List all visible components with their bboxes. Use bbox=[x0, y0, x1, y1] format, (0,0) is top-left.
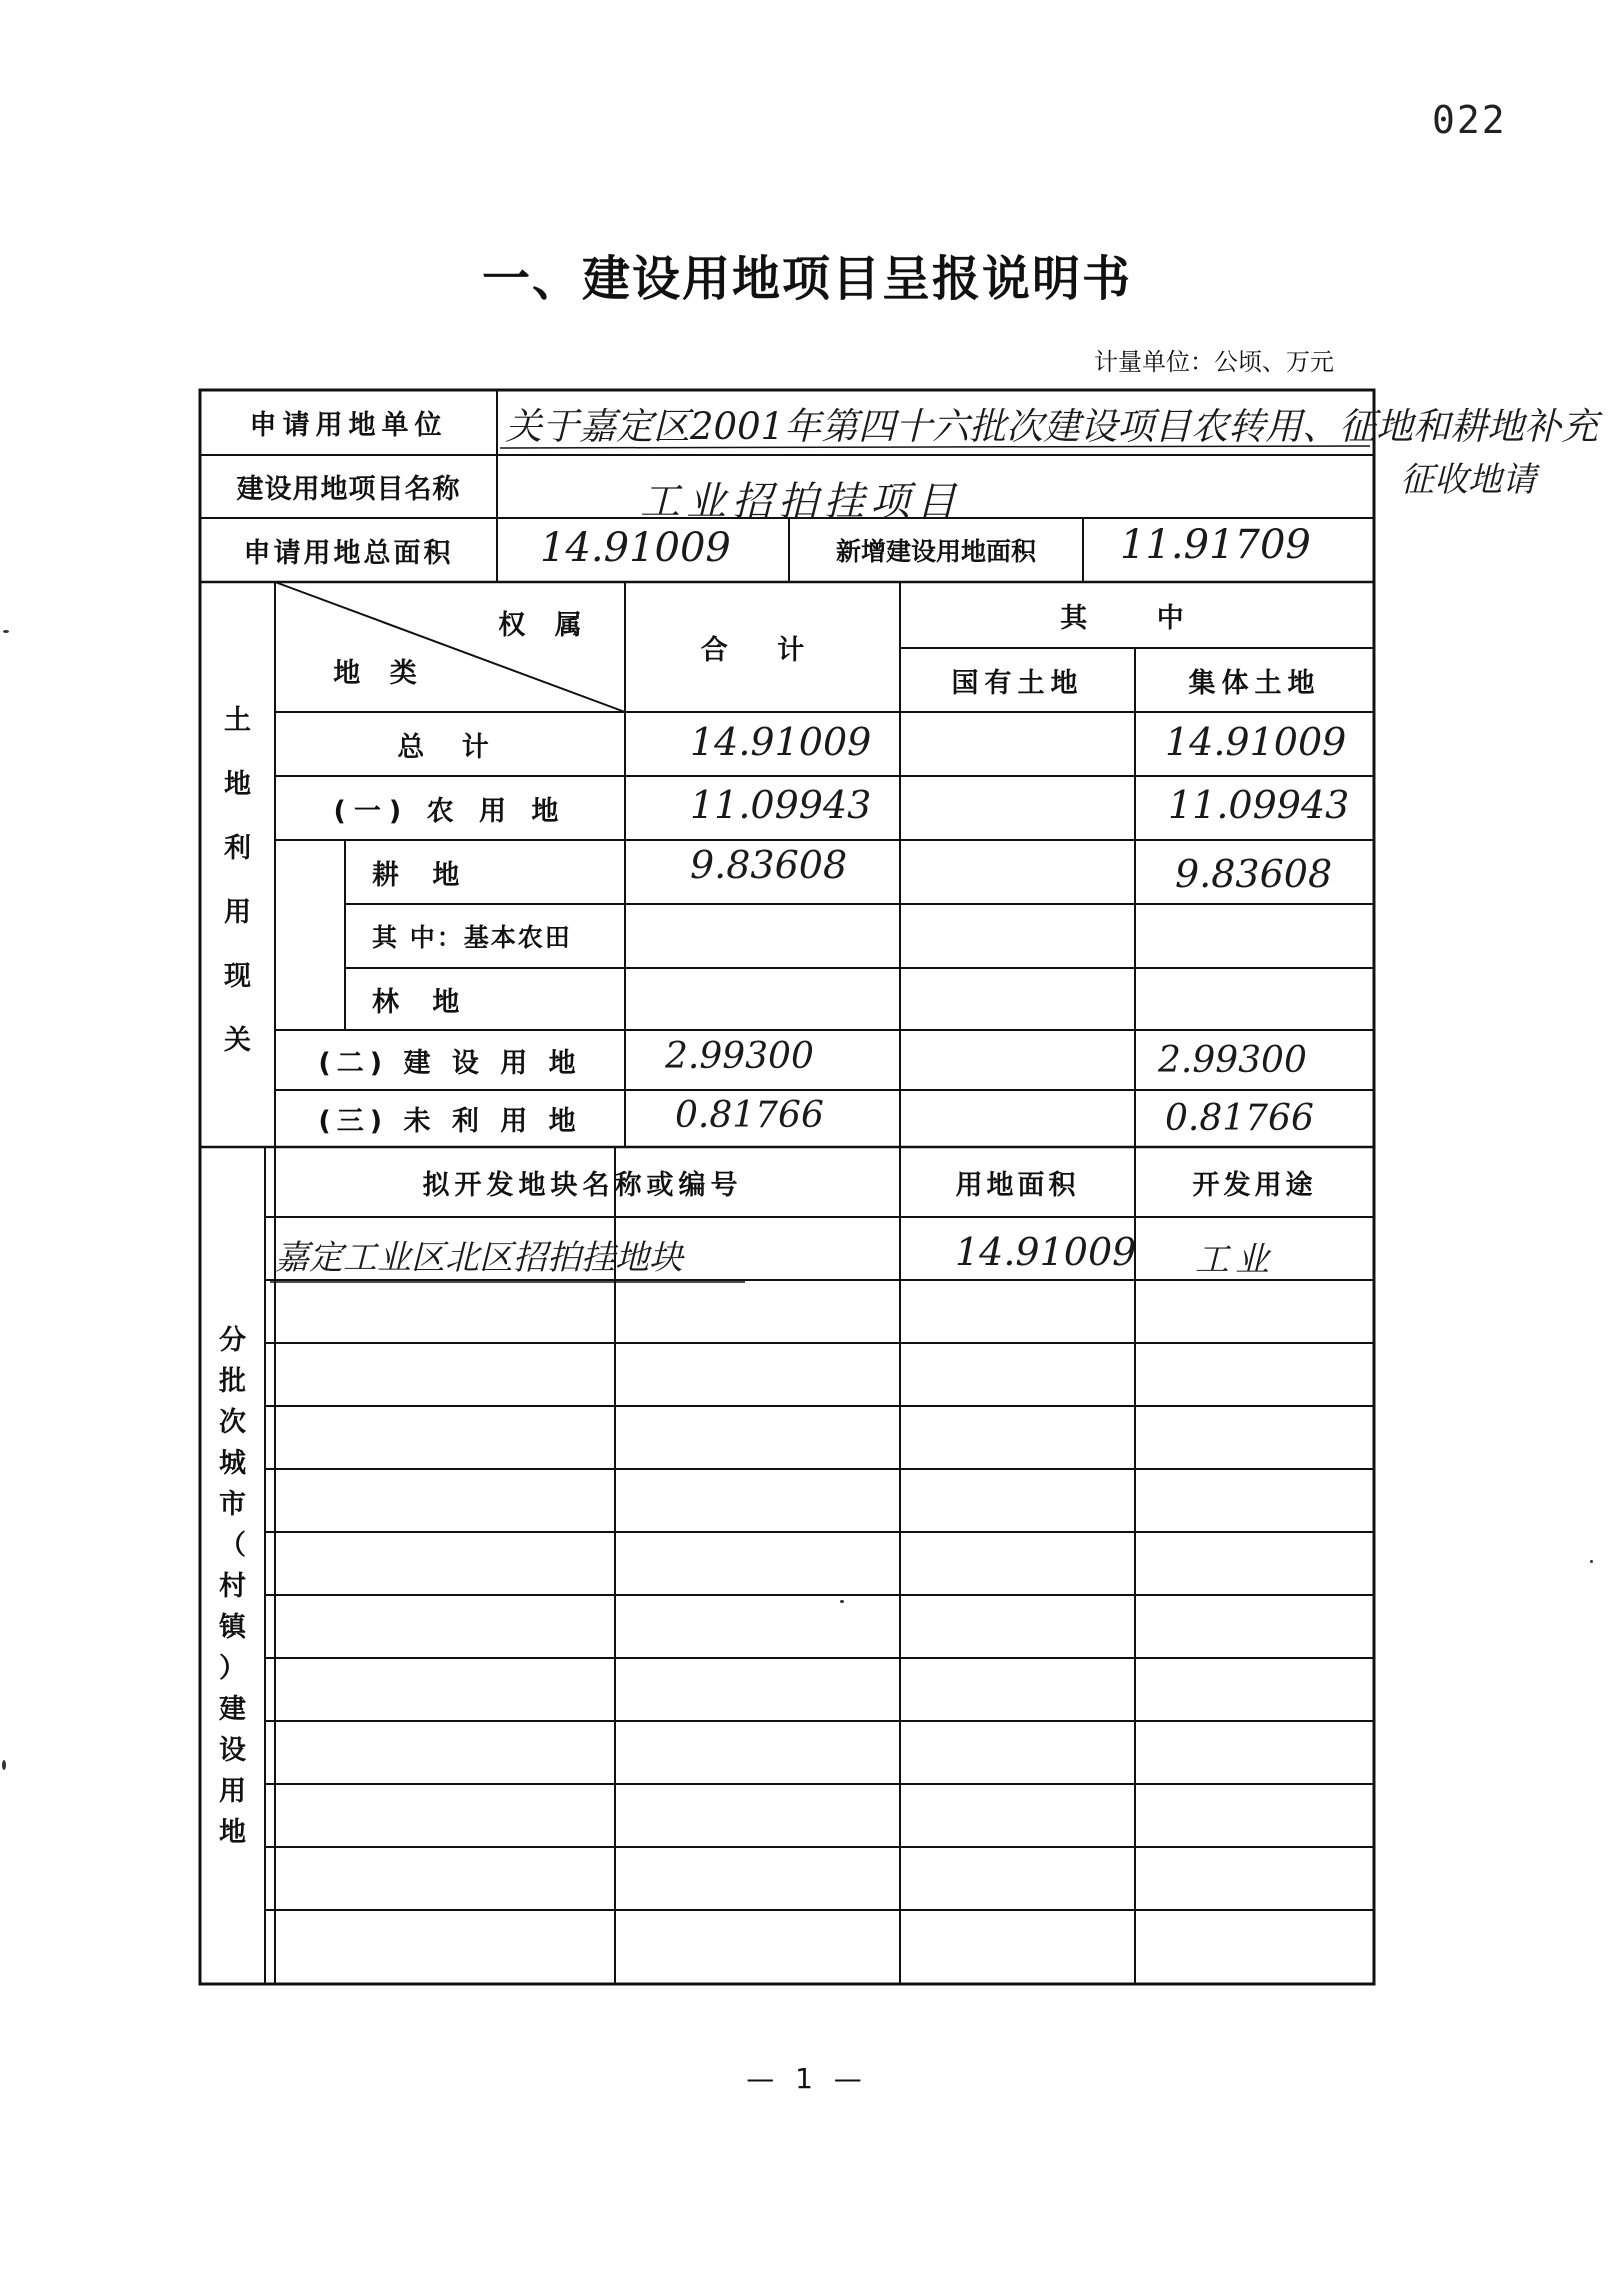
units-note: 计量单位：公顷、万元 bbox=[1094, 348, 1334, 376]
applicant-value-continued: 征收地请 bbox=[1400, 460, 1536, 500]
row-label-agricultural: (一) 农 用 地 bbox=[333, 795, 567, 827]
row-label-basic-farmland: 其 中：基本农田 bbox=[372, 923, 572, 952]
scan-speck bbox=[2, 1760, 6, 1770]
row-agricultural-sum[interactable]: 11.09943 bbox=[690, 783, 872, 827]
project-name-label: 建设用地项目名称 bbox=[236, 474, 461, 505]
row-agricultural-collective[interactable]: 11.09943 bbox=[1168, 783, 1350, 827]
ownership-header: 权 属 bbox=[498, 609, 592, 641]
row-unused-sum[interactable]: 0.81766 bbox=[675, 1095, 824, 1136]
scan-speck bbox=[840, 1600, 844, 1603]
state-land-header: 国有土地 bbox=[951, 667, 1084, 699]
parcel-column-header: 拟开发地块名称或编号 bbox=[422, 1169, 743, 1201]
page-footer: — 1 — bbox=[746, 2062, 868, 2095]
applicant-label: 申请用地单位 bbox=[249, 410, 448, 441]
scan-speck bbox=[1590, 1560, 1593, 1563]
row-label-forest: 林 地 bbox=[372, 986, 472, 1018]
total-area-value[interactable]: 14.91009 bbox=[540, 525, 731, 571]
scan-speck bbox=[3, 630, 9, 633]
new-area-label: 新增建设用地面积 bbox=[835, 537, 1036, 566]
row-label-unused: (三) 未 利 用 地 bbox=[318, 1106, 582, 1137]
row-construction-sum[interactable]: 2.99300 bbox=[665, 1036, 814, 1077]
batch-section-label: 分 批 次 城 市 （ 村 镇 ） 建 设 用 地 bbox=[219, 1325, 246, 1848]
page-number: 022 bbox=[1432, 98, 1507, 142]
applicant-value[interactable]: 关于嘉定区2001年第四十六批次建设项目农转用、征地和耕地补充 bbox=[505, 405, 1599, 448]
batch-row-parcel[interactable]: 嘉定工业区北区招拍挂地块 bbox=[275, 1238, 683, 1278]
row-cultivated-sum[interactable]: 9.83608 bbox=[690, 843, 848, 887]
batch-row-use[interactable]: 工业 bbox=[1195, 1240, 1275, 1280]
land-type-header: 地 类 bbox=[333, 657, 427, 689]
row-total-collective[interactable]: 14.91009 bbox=[1165, 720, 1347, 764]
row-cultivated-collective[interactable]: 9.83608 bbox=[1175, 852, 1333, 896]
of-which-header: 其 中 bbox=[1060, 602, 1214, 634]
row-unused-collective[interactable]: 0.81766 bbox=[1165, 1098, 1314, 1139]
row-total-sum[interactable]: 14.91009 bbox=[690, 720, 872, 764]
total-area-label: 申请用地总面积 bbox=[243, 537, 454, 569]
total-column-header: 合 计 bbox=[700, 634, 825, 666]
row-label-total: 总 计 bbox=[397, 731, 503, 763]
use-column-header: 开发用途 bbox=[1192, 1169, 1317, 1201]
area-column-header: 用地面积 bbox=[955, 1169, 1080, 1201]
land-use-section-label: 土 地 利 用 现 关 bbox=[224, 705, 251, 1056]
row-construction-collective[interactable]: 2.99300 bbox=[1158, 1040, 1307, 1081]
collective-land-header: 集体土地 bbox=[1188, 667, 1321, 699]
batch-row-area[interactable]: 14.91009 bbox=[955, 1230, 1137, 1274]
new-area-value[interactable]: 11.91709 bbox=[1120, 522, 1311, 568]
document-title: 一、建设用地项目呈报说明书 bbox=[481, 251, 1132, 307]
row-label-cultivated: 耕 地 bbox=[372, 859, 472, 891]
project-name-value[interactable]: 工业招拍挂项目 bbox=[640, 479, 962, 525]
row-label-construction: (二) 建 设 用 地 bbox=[318, 1047, 582, 1079]
